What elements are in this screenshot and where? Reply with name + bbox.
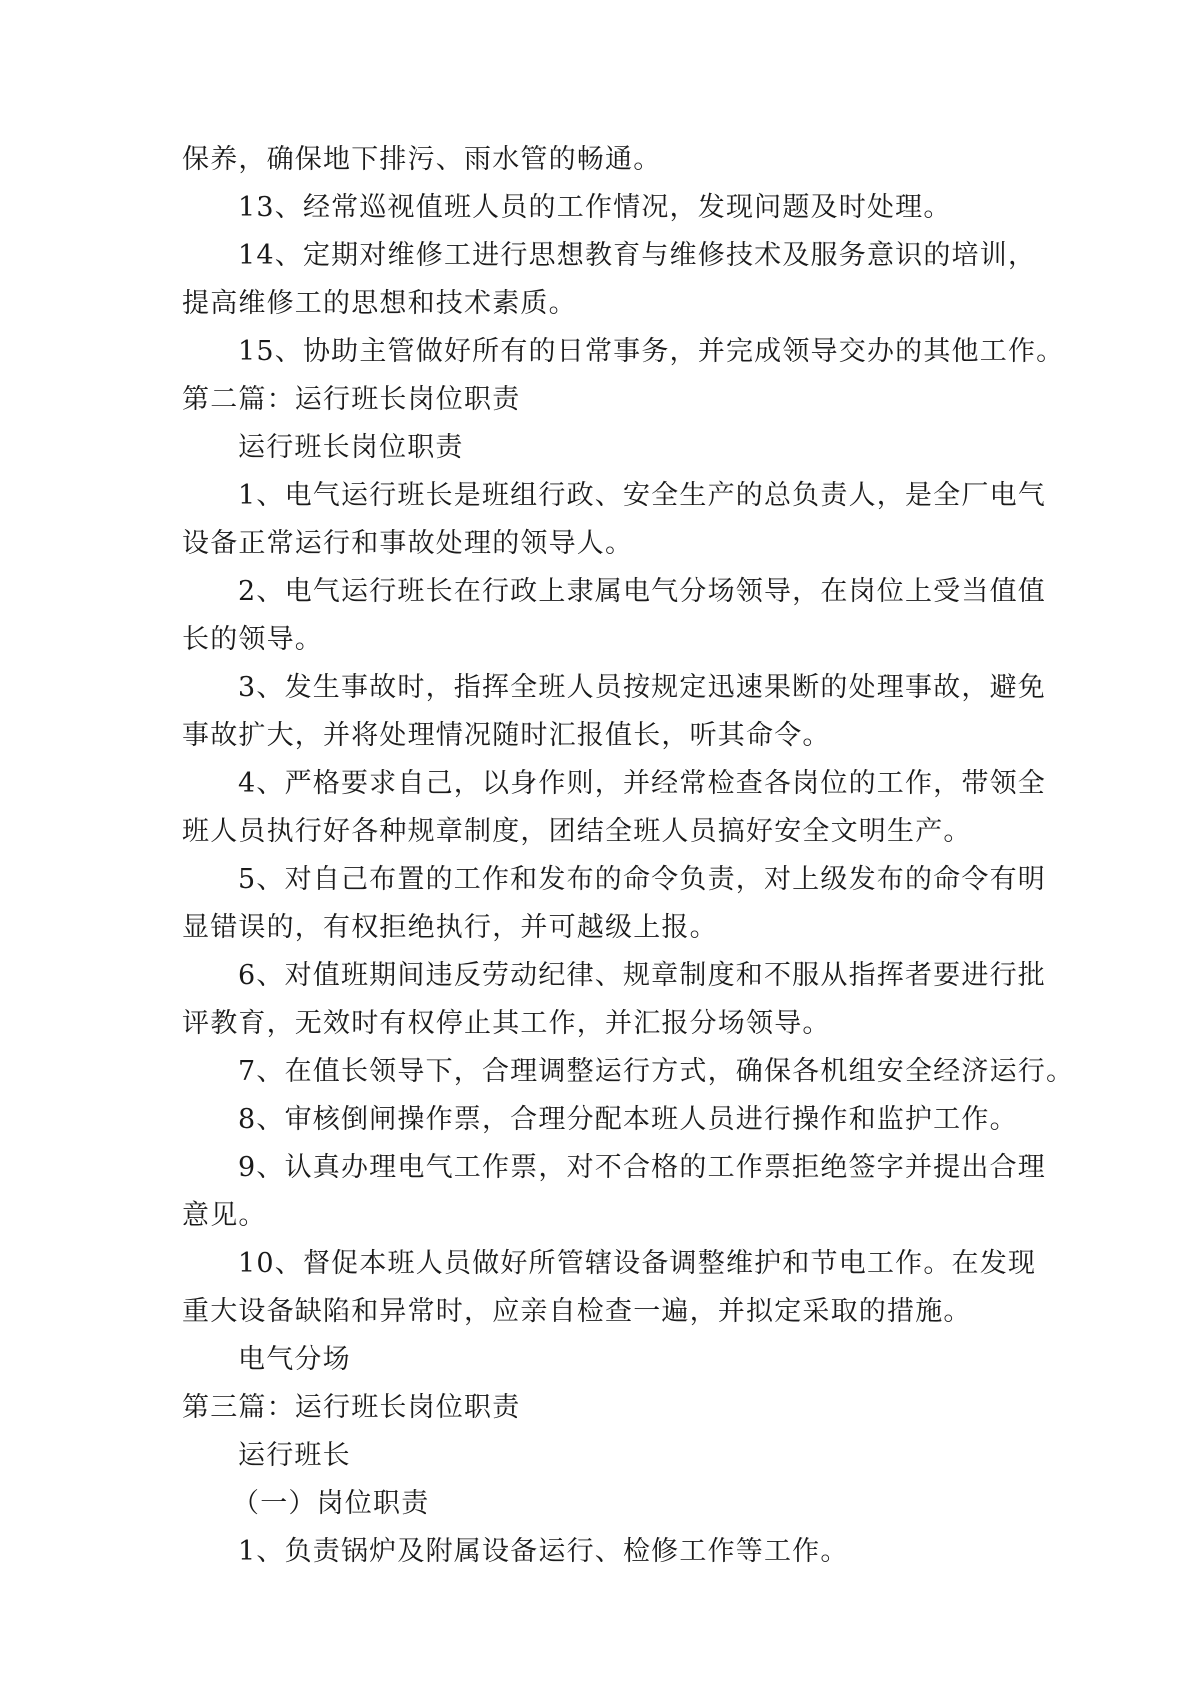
list-item-8: 8、审核倒闸操作票，合理分配本班人员进行操作和监护工作。 — [238, 1104, 1018, 1135]
list-item-10: 10、督促本班人员做好所管辖设备调整维护和节电工作。在发现 — [238, 1248, 1037, 1279]
section-subtitle: 运行班长 — [238, 1440, 351, 1471]
body-line: 评教育，无效时有权停止其工作，并汇报分场领导。 — [182, 1008, 831, 1039]
list-item-7: 7、在值长领导下，合理调整运行方式，确保各机组安全经济运行。 — [238, 1056, 1075, 1087]
list-item-6: 6、对值班期间违反劳动纪律、规章制度和不服从指挥者要进行批 — [238, 960, 1046, 991]
section-subtitle: 运行班长岗位职责 — [238, 432, 464, 463]
body-line: 意见。 — [182, 1200, 267, 1231]
body-line: 长的领导。 — [182, 624, 323, 655]
body-line: 显错误的，有权拒绝执行，并可越级上报。 — [182, 912, 718, 943]
list-item-15: 15、协助主管做好所有的日常事务，并完成领导交办的其他工作。 — [238, 336, 1065, 367]
list-item-9: 9、认真办理电气工作票，对不合格的工作票拒绝签字并提出合理 — [238, 1152, 1046, 1183]
list-item-5: 5、对自己布置的工作和发布的命令负责，对上级发布的命令有明 — [238, 864, 1046, 895]
list-item-4: 4、严格要求自己，以身作则，并经常检查各岗位的工作，带领全 — [238, 768, 1046, 799]
body-line: 设备正常运行和事故处理的领导人。 — [182, 528, 634, 559]
list-item-13: 13、经常巡视值班人员的工作情况，发现问题及时处理。 — [238, 192, 952, 223]
body-line: 保养，确保地下排污、雨水管的畅通。 — [182, 144, 662, 175]
list-item-14: 14、定期对维修工进行思想教育与维修技术及服务意识的培训， — [238, 240, 1037, 271]
body-line: 班人员执行好各种规章制度，团结全班人员搞好安全文明生产。 — [182, 816, 972, 847]
body-line: 重大设备缺陷和异常时，应亲自检查一遍，并拟定采取的措施。 — [182, 1296, 972, 1327]
list-item-1: 1、负责锅炉及附属设备运行、检修工作等工作。 — [238, 1536, 849, 1567]
section-heading-part-3: 第三篇：运行班长岗位职责 — [182, 1392, 521, 1423]
list-item-1: 1、电气运行班长是班组行政、安全生产的总负责人，是全厂电气 — [238, 480, 1046, 511]
document-page — [182, 136, 1075, 1576]
section-heading-part-2: 第二篇：运行班长岗位职责 — [182, 384, 521, 415]
list-item-3: 3、发生事故时，指挥全班人员按规定迅速果断的处理事故，避免 — [238, 672, 1046, 703]
body-line: 提高维修工的思想和技术素质。 — [182, 288, 577, 319]
subsection-heading: （一）岗位职责 — [232, 1488, 430, 1519]
signature-line: 电气分场 — [238, 1344, 351, 1375]
body-line: 事故扩大，并将处理情况随时汇报值长，听其命令。 — [182, 720, 831, 751]
list-item-2: 2、电气运行班长在行政上隶属电气分场领导，在岗位上受当值值 — [238, 576, 1046, 607]
